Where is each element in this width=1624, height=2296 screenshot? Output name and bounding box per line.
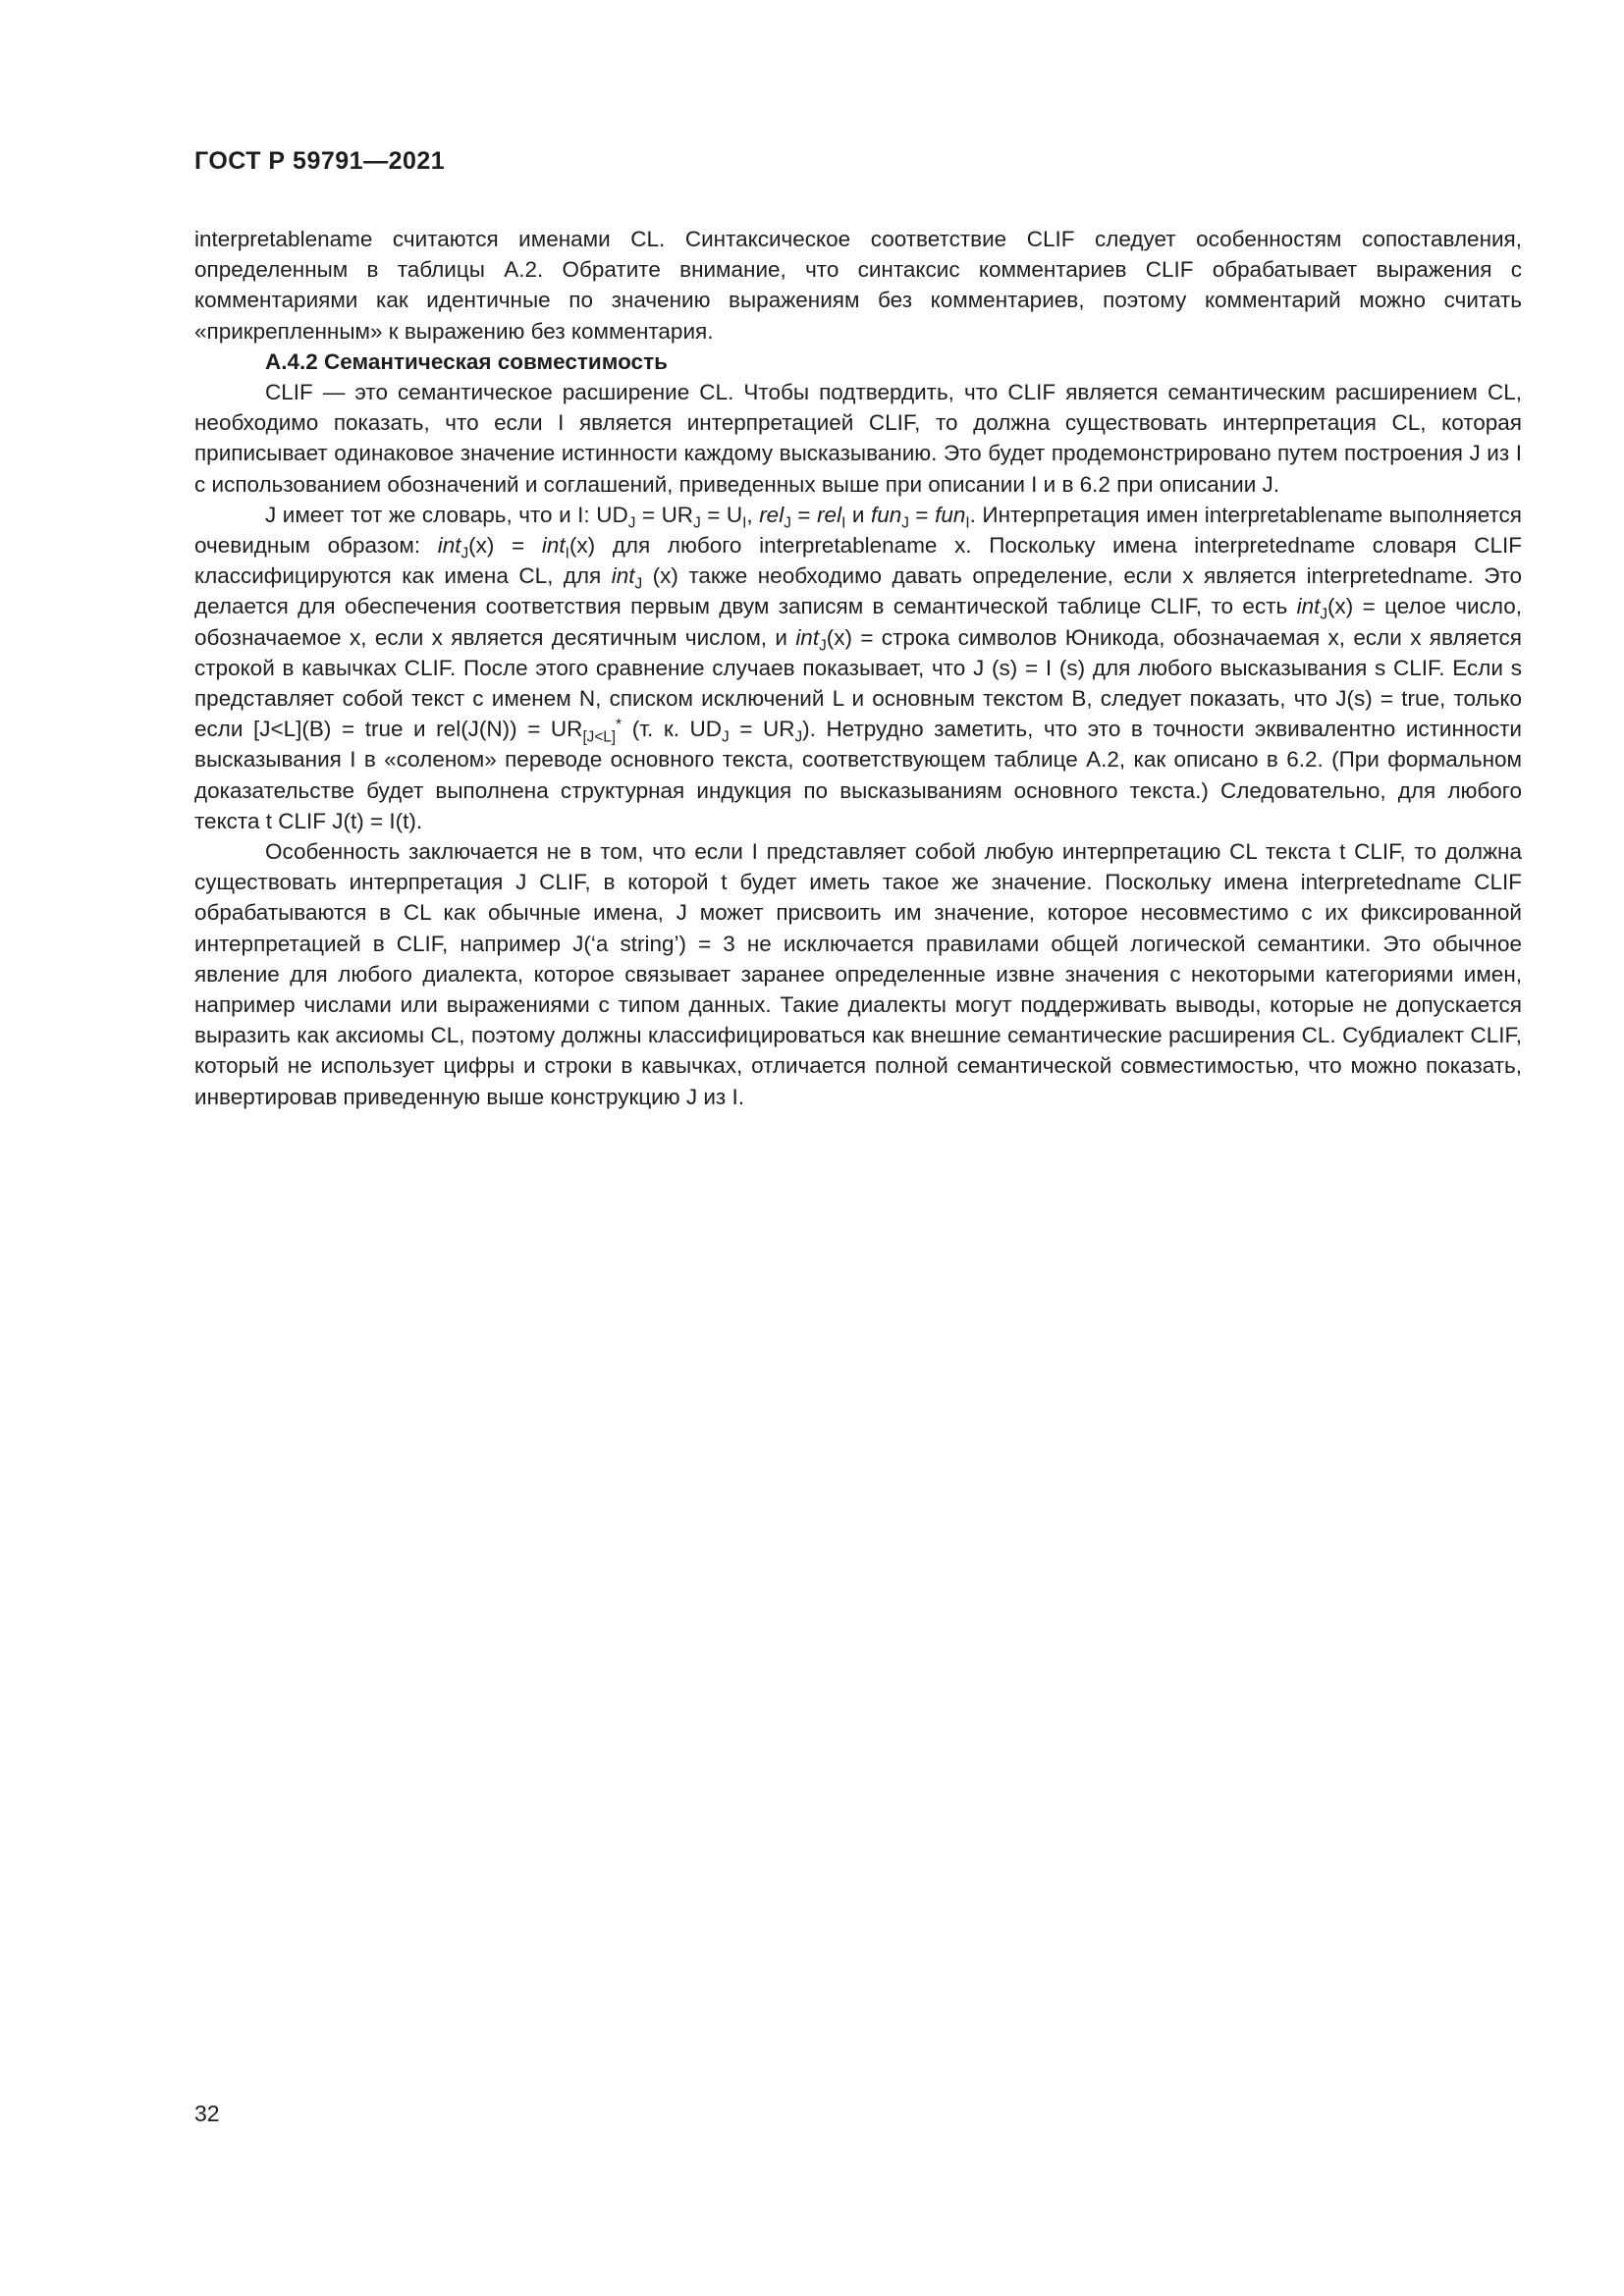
section-heading: А.4.2 Семантическая совместимость <box>265 348 668 374</box>
document-body <box>194 224 1522 1112</box>
document-header: ГОСТ Р 59791—2021 <box>194 147 446 175</box>
paragraph-continuation: interpretablename считаются именами CL. Синтаксическое соответствие CLIF следует особенностям сопоставления, определенным в таблицы А.2. Обратите внимание, что синтаксис комментариев CLIF обрабатывает выражения с комментариями как идентичные по значению выражениям без комментариев, поэтому комментарий можно считать «прикрепленным» к выражению без комментария. <box>194 227 1522 344</box>
paragraph-semantic-extension: CLIF — это семантическое расширение CL. Чтобы подтвердить, что CLIF является семантическим расширением CL, необходимо показать, что если I является интерпретацией CLIF, то должна существовать интерпретация CL, которая приписывает одинаковое значение истинности каждому высказыванию. Это будет продемонстрировано путем построения J из I с использованием обозначений и соглашений, приведенных выше при описании I и в 6.2 при описании J. <box>194 380 1522 497</box>
paragraph-vocabulary: J имеет тот же словарь, что и I: $UD_J = UR_J = U_I$, rel$_J$ = rel$_I$ и fun$_J$ = fun$_I$. Интерпретация имен interpretablename выполняется очевидным образом: int$_J$(x) = int$_I$(x) для любого interpretablename x. Поскольку имена interpretedname словаря CLIF классифицируются как имена CL, для int$_J$ (x) также необходимо давать определение, если x является interpretedname. Это делается для обеспечения соответствия первым двум записям в семантической таблице CLIF, то есть int$_J$(x) = целое число, обозначаемое x, если x является десятичным числом, и int$_J$(x) = строка символов Юникода, обозначаемая x, если x является строкой в кавычках CLIF. После этого сравнение случаев показывает, что J (s) = I (s) для любого высказывания s CLIF. Если s представляет собой текст с именем N, списком исключений L и основным текстом B, следует показать, что J(s) = true, только если [J<L](B) = true и $rel(J(N)) = UR_{[J<L]}^*$ (т. к. $UD_J = UR_J$). Нетрудно заметить, что это в точности эквивалентно истинности высказывания I в «соленом» переводе основного текста, соответствующем таблице А.2, как описано в 6.2. (При формальном доказательстве будет выполнена структурная индукция по высказываниям основного текста.) Следовательно, для любого текста t CLIF J(t) = I(t). <box>194 502 1522 833</box>
paragraph-peculiarity: Особенность заключается не в том, что если I представляет собой любую интерпретацию CL текста t CLIF, то должна существовать интерпретация J CLIF, в которой t будет иметь такое же значение. Поскольку имена interpretedname CLIF обрабатываются в CL как обычные имена, J может присвоить им значение, которое несовместимо с их фиксированной интерпретацией в CLIF, например J(‘a string’) = 3 не исключается правилами общей логической семантики. Это обычное явление для любого диалекта, которое связывает заранее определенные извне значения с некоторыми категориями имен, например числами или выражениями с типом данных. Такие диалекты могут поддерживать выводы, которые не допускается выразить как аксиомы CL, поэтому должны классифицироваться как внешние семантические расширения CL. Субдиалект CLIF, который не использует цифры и строки в кавычках, отличается полной семантической совместимостью, что можно показать, инвертировав приведенную выше конструкцию J из I. <box>194 839 1522 1109</box>
page-number: 32 <box>194 2101 220 2126</box>
